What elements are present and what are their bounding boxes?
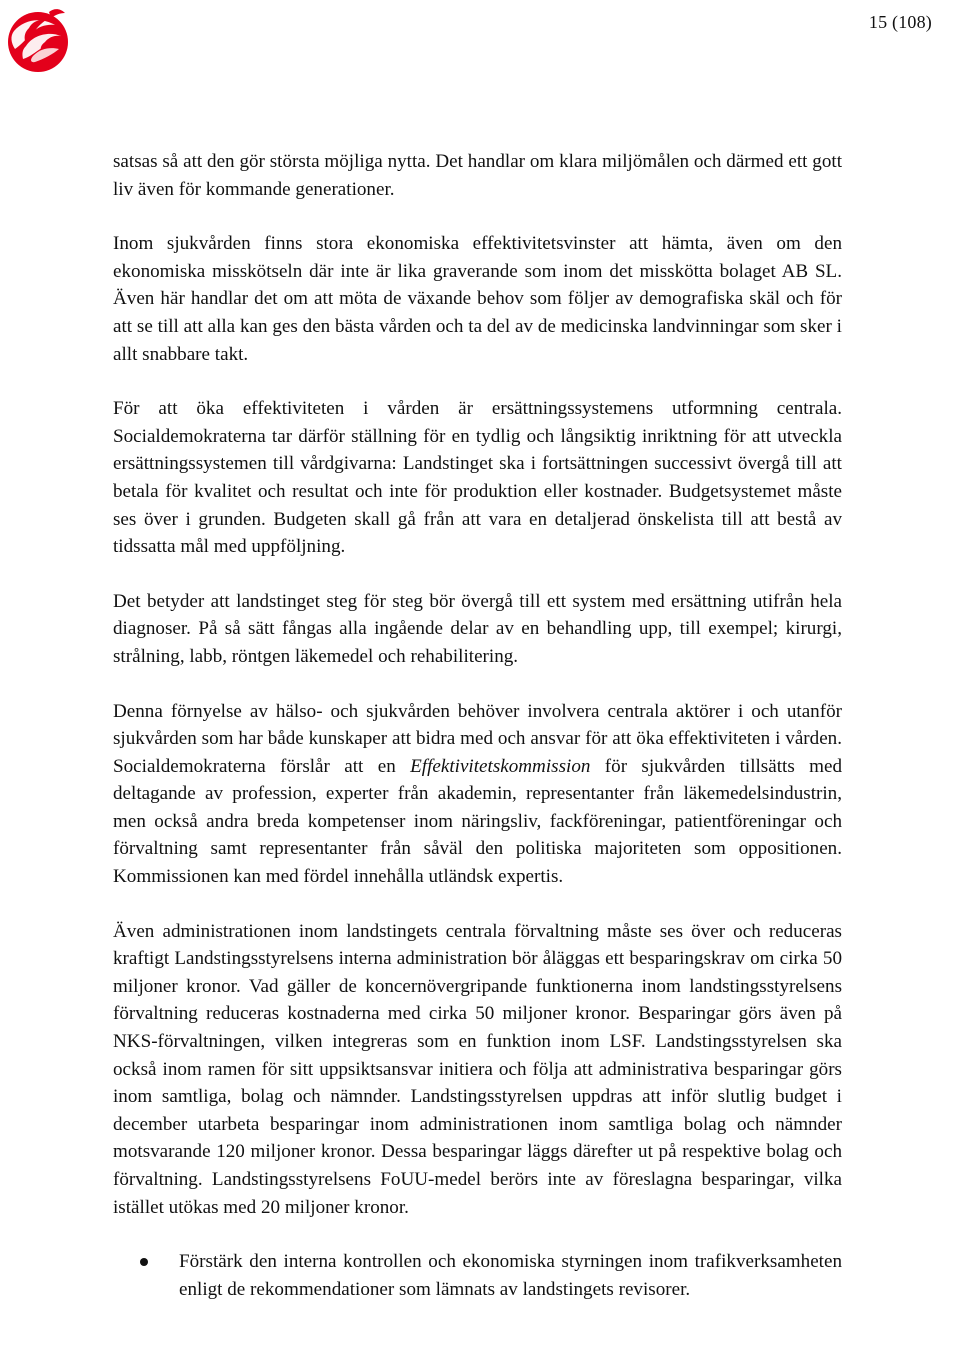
bullet-list-item bbox=[113, 1248, 842, 1303]
page-number: 15 (108) bbox=[868, 12, 932, 32]
paragraph-efficiency-commission-start: Denna förnyelse av hälso- och sjukvården behöver involvera centrala aktörer i och utanför sjukvården som har både kunskaper att bidra med och ansvar för att öka effektiviteten i vården. Socialdemokraterna förslår att en bbox=[113, 700, 842, 777]
paragraph-healthcare-efficiency: Inom sjukvården finns stora ekonomiska effektivitetsvinster att hämta, även om den ekonomiska misskötseln där inte är lika graverande som inom det misskötta bolaget AB SL. Även här handlar det om att möta de växande behov som följer av demografiska skäl och för att se till att alla kan ges den bästa vården och ta del av de medicinska landvinningar som sker i allt snabbare takt. bbox=[113, 233, 842, 365]
paragraph-environment: satsas så att den gör största möjliga nytta. Det handlar om klara miljömålen och därmed ett gott liv även för kommande generationer. bbox=[113, 151, 842, 200]
efficiency-commission-term: Effektivitetskommission bbox=[410, 755, 591, 777]
bullet-icon bbox=[140, 1258, 148, 1266]
bullet-list bbox=[113, 1248, 842, 1303]
paragraph-efficiency-commission-end: för sjukvården tillsätts med deltagande av profession, experter från akademin, representanter från läkemedelsindustrin, men också andra breda kompetenser inom näringsliv, fackföreningar, patientföreningar och förvaltning samt representanter från såväl den politiska majoriteten som oppositionen. Kommissionen kan med fördel innehålla utländsk expertis. bbox=[113, 755, 842, 888]
party-logo-icon bbox=[4, 4, 72, 76]
paragraph-diagnosis-based-compensation: Det betyder att landstinget steg för steg bör övergå till ett system med ersättning utifrån hela diagnoser. På så sätt fångas alla ingående delar av en behandling upp, till exempel; kirurgi, strålning, labb, röntgen läkemedel och rehabilitering. bbox=[113, 590, 842, 667]
paragraph-compensation-systems: För att öka effektiviteten i vården är ersättningssystemens utformning centrala. Socialdemokraterna tar därför ställning för en tydlig och långsiktig inriktning för att utveckla ersättningssystemen till vårdgivarna: Landstinget ska i fortsättningen successivt övergå till att betala för kvalitet och resultat och inte för produktion eller kostnader. Budgetsystemet måste ses över i grunden. Budgeten skall gå från att vara en detaljerad önskelista till att bestå av tidssatta mål med uppföljning. bbox=[113, 398, 842, 558]
paragraph-administration-savings: Även administrationen inom landstingets centrala förvaltning måste ses över och reduceras kraftigt Landstingsstyrelsens interna administration bör åläggas ett besparingskrav om cirka 50 miljoner kronor. Vad gäller de koncernövergripande funktionerna inom landstingsstyrelsens förvaltning reduceras kostnaderna med cirka 50 miljoner kronor. Besparingar görs även på NKS-förvaltningen, vilken integreras som en funktion inom LSF. Landstingsstyrelsen ska också inom ramen för sitt uppsiktsansvar initiera och följa att administrativa besparingar görs inom samtliga, bolag och nämnder. Landstingsstyrelsen uppdras att inför slutlig budget i december utarbeta besparingar inom administrationen inom samtliga bolag och nämnder motsvarande 120 miljoner kronor. Dessa besparingar läggs därefter ut på respektive bolag och förvaltning. Landstingsstyrelsens FoUU-medel berörs inte av föreslagna besparingar, vilka istället utökas med 20 miljoner kronor. bbox=[113, 920, 842, 1218]
paragraph-efficiency-commission bbox=[113, 698, 842, 891]
document-body bbox=[113, 148, 842, 1303]
bullet-text: Förstärk den interna kontrollen och ekonomiska styrningen inom trafikverksamheten enligt de rekommendationer som lämnats av landstingets revisorer. bbox=[179, 1251, 842, 1300]
